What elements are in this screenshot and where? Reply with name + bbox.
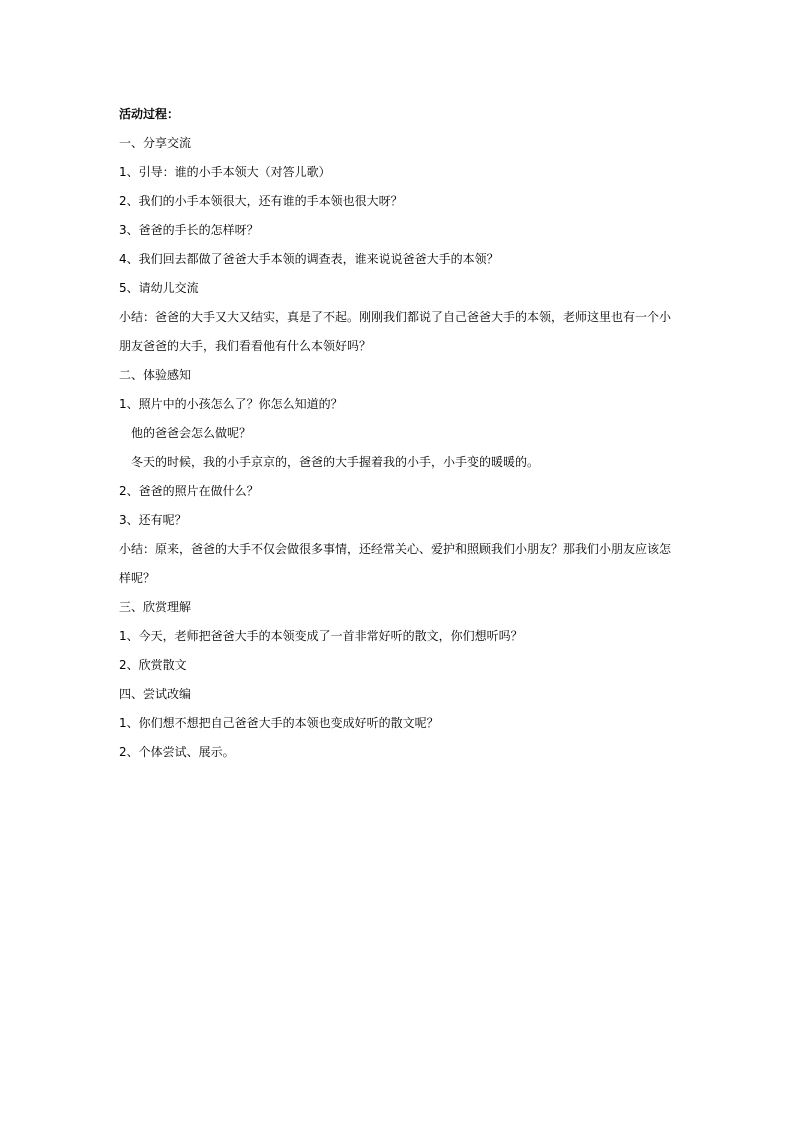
list-item: 1、照片中的小孩怎么了？你怎么知道的？ (119, 397, 343, 411)
list-subitem: 冬天的时候，我的小手京京的，爸爸的大手握着我的小手，小手变的暖暖的。 (131, 455, 540, 469)
list-item: 1、引导：谁的小手本领大（对答儿歌） (119, 165, 331, 179)
summary-paragraph-line: 小结：原来，爸爸的大手不仅会做很多事情，还经常关心、爱护和照顾我们小朋友？那我们小朋友应该怎 (119, 542, 672, 556)
list-item: 4、我们回去都做了爸爸大手本领的调查表，谁来说说爸爸大手的本领？ (119, 252, 499, 266)
document-title: 活动过程： (119, 107, 180, 121)
list-item: 5、请幼儿交流 (119, 281, 199, 295)
list-item: 2、个体尝试、展示。 (119, 745, 235, 759)
document-body (119, 100, 679, 767)
list-item: 2、欣赏散文 (119, 658, 187, 672)
section-heading-share: 一、分享交流 (119, 136, 192, 150)
list-subitem: 他的爸爸会怎么做呢？ (131, 426, 252, 440)
list-item: 2、爸爸的照片在做什么？ (119, 484, 259, 498)
section-heading-adapt: 四、尝试改编 (119, 687, 192, 701)
list-item: 1、你们想不想把自己爸爸大手的本领也变成好听的散文呢？ (119, 716, 439, 730)
summary-paragraph-line: 样呢？ (119, 571, 156, 585)
section-heading-appreciate: 三、欣赏理解 (119, 600, 192, 614)
section-heading-experience: 二、体验感知 (119, 368, 192, 382)
summary-paragraph-line: 朋友爸爸的大手，我们看看他有什么本领好吗？ (119, 339, 372, 353)
list-item: 1、今天，老师把爸爸大手的本领变成了一首非常好听的散文，你们想听吗？ (119, 629, 523, 643)
summary-paragraph-line: 小结：爸爸的大手又大又结实，真是了不起。刚刚我们都说了自己爸爸大手的本领，老师这里也有一个小 (119, 310, 672, 324)
list-item: 3、爸爸的手长的怎样呀？ (119, 223, 259, 237)
list-item: 2、我们的小手本领很大，还有谁的手本领也很大呀？ (119, 194, 403, 208)
list-item: 3、还有呢？ (119, 513, 187, 527)
